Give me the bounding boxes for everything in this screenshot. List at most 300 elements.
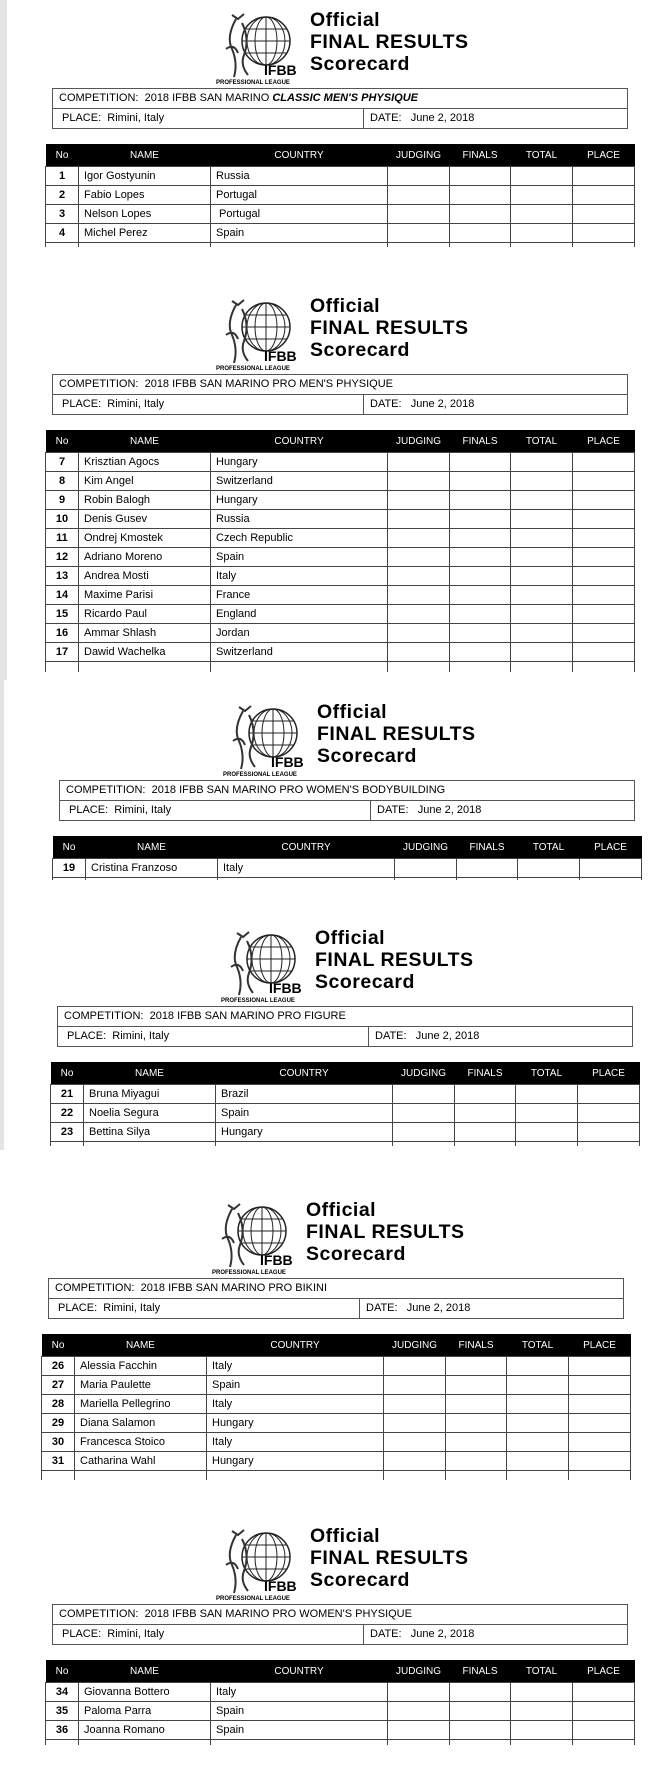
athlete-country: Hungary [207, 1414, 384, 1433]
column-header: No [53, 836, 86, 859]
athlete-country: Hungary [211, 491, 388, 510]
results-table [41, 1334, 631, 1480]
finals-cell [450, 167, 511, 186]
scorecard-section [0, 295, 656, 672]
title-line: FINAL RESULTS [317, 723, 476, 745]
judging-cell [388, 205, 450, 224]
place-cell [569, 1452, 631, 1471]
athlete-number: 21 [51, 1085, 84, 1104]
place-cell [573, 529, 635, 548]
date-label: DATE: [370, 112, 402, 124]
athlete-country: England [211, 605, 388, 624]
empty-cell [218, 878, 395, 881]
empty-cell [518, 878, 580, 881]
column-header: COUNTRY [211, 1660, 388, 1683]
athlete-number: 3 [46, 205, 79, 224]
athlete-name: Alessia Facchin [75, 1357, 207, 1376]
svg-text:PROFESSIONAL LEAGUE: PROFESSIONAL LEAGUE [212, 1270, 286, 1276]
athlete-country: Italy [211, 1683, 388, 1702]
place-value: Rimini, Italy [103, 1302, 161, 1314]
column-header: JUDGING [388, 430, 450, 453]
date-label: DATE: [370, 398, 402, 410]
table-row [46, 472, 635, 491]
athlete-number: 22 [51, 1104, 84, 1123]
date-label: DATE: [366, 1302, 398, 1314]
finals-cell [450, 491, 511, 510]
athlete-number: 13 [46, 567, 79, 586]
athlete-number: 34 [46, 1683, 79, 1702]
column-header: NAME [84, 1062, 216, 1085]
empty-cell [46, 243, 79, 248]
place-field [53, 109, 364, 128]
scorecard-section [0, 701, 656, 880]
athlete-number: 16 [46, 624, 79, 643]
athlete-country: Brazil [216, 1085, 393, 1104]
scorecard-title [310, 295, 469, 361]
place-label: PLACE: [62, 1628, 102, 1640]
empty-cell [573, 243, 635, 248]
competition-box [52, 1604, 628, 1645]
finals-cell [446, 1414, 507, 1433]
finals-cell [450, 567, 511, 586]
finals-cell [457, 859, 518, 878]
competition-label: COMPETITION: [59, 378, 139, 390]
empty-cell [51, 1142, 84, 1147]
place-cell [569, 1357, 631, 1376]
competition-name: 2018 IFBB SAN MARINO [144, 378, 273, 390]
empty-cell [507, 1471, 569, 1481]
judging-cell [388, 548, 450, 567]
finals-cell [450, 1721, 511, 1740]
title-line: FINAL RESULTS [306, 1221, 465, 1243]
judging-cell [393, 1104, 455, 1123]
judging-cell [388, 186, 450, 205]
athlete-name: Igor Gostyunin [79, 167, 211, 186]
empty-cell [384, 1471, 446, 1481]
table-row [42, 1395, 631, 1414]
column-header: JUDGING [388, 1660, 450, 1683]
competition-box [59, 780, 635, 821]
column-header: COUNTRY [207, 1334, 384, 1357]
athlete-name: Mariella Pellegrino [75, 1395, 207, 1414]
athlete-country: Hungary [216, 1123, 393, 1142]
finals-cell [450, 205, 511, 224]
column-header: NAME [79, 430, 211, 453]
table-row [51, 1123, 640, 1142]
judging-cell [384, 1414, 446, 1433]
column-header: NAME [86, 836, 218, 859]
total-cell [511, 1721, 573, 1740]
athlete-number: 26 [42, 1357, 75, 1376]
judging-cell [388, 1702, 450, 1721]
title-line: Official [310, 295, 381, 317]
athlete-name: Catharina Wahl [75, 1452, 207, 1471]
title-line: Scorecard [315, 971, 415, 993]
athlete-name: Joanna Romano [79, 1721, 211, 1740]
svg-text:PROFESSIONAL LEAGUE: PROFESSIONAL LEAGUE [216, 366, 290, 372]
scorecard-title [317, 701, 476, 767]
judging-cell [384, 1376, 446, 1395]
table-row [51, 1085, 640, 1104]
judging-cell [384, 1395, 446, 1414]
athlete-country: Czech Republic [211, 529, 388, 548]
ifbb-logo-icon [214, 1525, 306, 1603]
empty-cell [569, 1471, 631, 1481]
place-field [58, 1027, 369, 1046]
empty-cell [84, 1142, 216, 1147]
column-header: COUNTRY [211, 430, 388, 453]
athlete-country: Portugal [211, 205, 388, 224]
title-line: Official [310, 1525, 381, 1547]
empty-cell [207, 1471, 384, 1481]
total-cell [507, 1414, 569, 1433]
svg-text:IFBB: IFBB [260, 1252, 293, 1268]
athlete-country: Jordan [211, 624, 388, 643]
empty-cell [79, 1740, 211, 1746]
place-cell [573, 1721, 635, 1740]
judging-cell [388, 1683, 450, 1702]
place-cell [573, 624, 635, 643]
finals-cell [455, 1085, 516, 1104]
empty-cell [388, 1740, 450, 1746]
place-cell [573, 586, 635, 605]
empty-cell [578, 1142, 640, 1147]
date-label: DATE: [370, 1628, 402, 1640]
table-row [46, 205, 635, 224]
athlete-name: Kim Angel [79, 472, 211, 491]
judging-cell [388, 586, 450, 605]
table-row [46, 224, 635, 243]
scorecard-section [0, 927, 656, 1146]
place-cell [578, 1123, 640, 1142]
judging-cell [384, 1452, 446, 1471]
column-header: NAME [79, 1660, 211, 1683]
place-field [53, 1625, 364, 1644]
svg-text:IFBB: IFBB [264, 62, 297, 78]
empty-cell [457, 878, 518, 881]
judging-cell [388, 529, 450, 548]
place-value: Rimini, Italy [107, 398, 165, 410]
athlete-number: 19 [53, 859, 86, 878]
empty-cell [211, 243, 388, 248]
column-header: NAME [75, 1334, 207, 1357]
table-header [46, 1660, 635, 1683]
athlete-number: 27 [42, 1376, 75, 1395]
competition-row [49, 1279, 623, 1299]
judging-cell [388, 624, 450, 643]
competition-label: COMPETITION: [66, 784, 146, 796]
column-header: No [42, 1334, 75, 1357]
athlete-country: Russia [211, 510, 388, 529]
place-label: PLACE: [67, 1030, 107, 1042]
total-cell [511, 453, 573, 472]
column-header: TOTAL [511, 430, 573, 453]
table-row [46, 624, 635, 643]
place-cell [569, 1433, 631, 1452]
empty-cell [393, 1142, 455, 1147]
results-table [45, 430, 635, 672]
ifbb-logo [210, 1199, 302, 1277]
empty-cell [211, 662, 388, 673]
scorecard-title [315, 927, 474, 993]
column-header: JUDGING [384, 1334, 446, 1357]
competition-box [52, 88, 628, 129]
svg-text:PROFESSIONAL LEAGUE: PROFESSIONAL LEAGUE [216, 1596, 290, 1602]
total-cell [511, 186, 573, 205]
table-row [46, 510, 635, 529]
date-field [364, 109, 474, 128]
empty-cell [79, 662, 211, 673]
competition-division: CLASSIC MEN'S PHYSIQUE [272, 92, 418, 104]
total-cell [511, 643, 573, 662]
judging-cell [393, 1123, 455, 1142]
empty-cell [75, 1471, 207, 1481]
column-header: FINALS [450, 144, 511, 167]
total-cell [511, 472, 573, 491]
empty-cell [511, 243, 573, 248]
date-value: June 2, 2018 [406, 1302, 471, 1314]
place-cell [580, 859, 642, 878]
empty-cell [455, 1142, 516, 1147]
athlete-name: Bruna Miyagui [84, 1085, 216, 1104]
athlete-number: 23 [51, 1123, 84, 1142]
column-header: COUNTRY [216, 1062, 393, 1085]
ifbb-logo [214, 295, 306, 373]
place-cell [573, 510, 635, 529]
scorecard-title [310, 1525, 469, 1591]
athlete-country: Italy [211, 567, 388, 586]
table-header [42, 1334, 631, 1357]
total-cell [511, 567, 573, 586]
total-cell [516, 1085, 578, 1104]
column-header: No [46, 144, 79, 167]
column-header: PLACE [569, 1334, 631, 1357]
empty-cell [46, 662, 79, 673]
competition-box [57, 1006, 633, 1047]
date-value: June 2, 2018 [410, 1628, 475, 1640]
empty-cell [395, 878, 457, 881]
place-cell [573, 224, 635, 243]
total-cell [507, 1376, 569, 1395]
title-line: Official [306, 1199, 377, 1221]
scorecard-title [306, 1199, 465, 1265]
athlete-country: Russia [211, 167, 388, 186]
competition-division: PRO MEN'S PHYSIQUE [272, 378, 394, 390]
title-line: FINAL RESULTS [310, 317, 469, 339]
title-line: Official [310, 9, 381, 31]
ifbb-logo [221, 701, 313, 779]
empty-cell [216, 1142, 393, 1147]
finals-cell [446, 1433, 507, 1452]
table-row [46, 548, 635, 567]
column-header: TOTAL [518, 836, 580, 859]
athlete-name: Robin Balogh [79, 491, 211, 510]
athlete-number: 1 [46, 167, 79, 186]
athlete-country: Portugal [211, 186, 388, 205]
athlete-number: 36 [46, 1721, 79, 1740]
competition-box [48, 1278, 624, 1319]
date-field [369, 1027, 479, 1046]
competition-name: 2018 IFBB SAN MARINO [144, 92, 273, 104]
column-header: FINALS [450, 1660, 511, 1683]
athlete-name: Diana Salamon [75, 1414, 207, 1433]
table-row [42, 1357, 631, 1376]
place-cell [569, 1395, 631, 1414]
table-row [46, 605, 635, 624]
scorecard-section [0, 1199, 656, 1480]
athlete-number: 10 [46, 510, 79, 529]
column-header: TOTAL [516, 1062, 578, 1085]
scorecard-section [0, 9, 656, 247]
empty-cell [46, 1740, 79, 1746]
table-header [46, 144, 635, 167]
finals-cell [450, 510, 511, 529]
athlete-country: Italy [207, 1433, 384, 1452]
table-row [46, 567, 635, 586]
table-row [53, 859, 642, 878]
column-header: No [51, 1062, 84, 1085]
athlete-country: France [211, 586, 388, 605]
athlete-name: Michel Perez [79, 224, 211, 243]
athlete-name: Adriano Moreno [79, 548, 211, 567]
athlete-country: Hungary [207, 1452, 384, 1471]
competition-label: COMPETITION: [59, 1608, 139, 1620]
place-value: Rimini, Italy [107, 1628, 165, 1640]
column-header: JUDGING [395, 836, 457, 859]
table-row [46, 186, 635, 205]
competition-division: PRO WOMEN'S BODYBUILDING [279, 784, 446, 796]
competition-name: 2018 IFBB SAN MARINO [144, 1608, 273, 1620]
column-header: FINALS [446, 1334, 507, 1357]
judging-cell [395, 859, 457, 878]
place-label: PLACE: [62, 398, 102, 410]
competition-division: PRO FIGURE [277, 1010, 346, 1022]
table-row [46, 662, 635, 673]
athlete-number: 29 [42, 1414, 75, 1433]
athlete-name: Francesca Stoico [75, 1433, 207, 1452]
competition-name: 2018 IFBB SAN MARINO [149, 1010, 278, 1022]
athlete-number: 17 [46, 643, 79, 662]
date-label: DATE: [377, 804, 409, 816]
empty-cell [450, 1740, 511, 1746]
athlete-name: Dawid Wachelka [79, 643, 211, 662]
athlete-name: Cristina Franzoso [86, 859, 218, 878]
column-header: No [46, 1660, 79, 1683]
judging-cell [388, 510, 450, 529]
finals-cell [450, 472, 511, 491]
ifbb-logo [214, 9, 306, 87]
judging-cell [388, 167, 450, 186]
scorecard-section [0, 1525, 656, 1745]
finals-cell [450, 548, 511, 567]
total-cell [511, 548, 573, 567]
athlete-number: 28 [42, 1395, 75, 1414]
place-label: PLACE: [62, 112, 102, 124]
ifbb-logo-icon [219, 927, 311, 1005]
competition-division: PRO WOMEN'S PHYSIQUE [272, 1608, 412, 1620]
athlete-number: 9 [46, 491, 79, 510]
empty-cell [573, 662, 635, 673]
finals-cell [446, 1376, 507, 1395]
total-cell [507, 1395, 569, 1414]
place-cell [573, 491, 635, 510]
total-cell [511, 1683, 573, 1702]
place-field [53, 395, 364, 414]
results-table [45, 1660, 635, 1745]
athlete-country: Italy [207, 1395, 384, 1414]
place-cell [578, 1104, 640, 1123]
finals-cell [450, 186, 511, 205]
column-header: PLACE [578, 1062, 640, 1085]
empty-cell [450, 243, 511, 248]
total-cell [511, 624, 573, 643]
finals-cell [455, 1123, 516, 1142]
column-header: PLACE [573, 144, 635, 167]
athlete-number: 14 [46, 586, 79, 605]
results-table [52, 836, 642, 880]
empty-cell [79, 243, 211, 248]
empty-cell [516, 1142, 578, 1147]
empty-cell [511, 1740, 573, 1746]
athlete-name: Noelia Segura [84, 1104, 216, 1123]
table-row [51, 1104, 640, 1123]
place-value: Rimini, Italy [112, 1030, 170, 1042]
svg-text:PROFESSIONAL LEAGUE: PROFESSIONAL LEAGUE [223, 772, 297, 778]
column-header: TOTAL [507, 1334, 569, 1357]
finals-cell [450, 643, 511, 662]
title-line: Scorecard [317, 745, 417, 767]
empty-cell [511, 662, 573, 673]
table-row [46, 1683, 635, 1702]
athlete-name: Maria Paulette [75, 1376, 207, 1395]
athlete-name: Fabio Lopes [79, 186, 211, 205]
finals-cell [450, 624, 511, 643]
table-row [46, 243, 635, 248]
place-cell [573, 472, 635, 491]
column-header: No [46, 430, 79, 453]
finals-cell [446, 1395, 507, 1414]
finals-cell [450, 224, 511, 243]
judging-cell [393, 1085, 455, 1104]
empty-cell [42, 1471, 75, 1481]
svg-text:PROFESSIONAL LEAGUE: PROFESSIONAL LEAGUE [216, 80, 290, 86]
title-line: Scorecard [310, 1569, 410, 1591]
place-cell [573, 205, 635, 224]
date-field [364, 395, 474, 414]
place-cell [573, 1683, 635, 1702]
place-field [49, 1299, 360, 1318]
finals-cell [450, 1683, 511, 1702]
competition-name: 2018 IFBB SAN MARINO [140, 1282, 269, 1294]
ifbb-logo-icon [214, 295, 306, 373]
table-row [46, 1702, 635, 1721]
total-cell [507, 1452, 569, 1471]
athlete-number: 31 [42, 1452, 75, 1471]
competition-row [53, 1605, 627, 1625]
title-line: FINAL RESULTS [310, 1547, 469, 1569]
column-header: TOTAL [511, 144, 573, 167]
title-line: Official [317, 701, 388, 723]
date-field [371, 801, 481, 820]
finals-cell [450, 453, 511, 472]
total-cell [511, 205, 573, 224]
table-row [53, 878, 642, 881]
athlete-country: Switzerland [211, 472, 388, 491]
place-cell [573, 186, 635, 205]
date-value: June 2, 2018 [410, 398, 475, 410]
competition-division: PRO BIKINI [268, 1282, 328, 1294]
results-table [50, 1062, 640, 1146]
